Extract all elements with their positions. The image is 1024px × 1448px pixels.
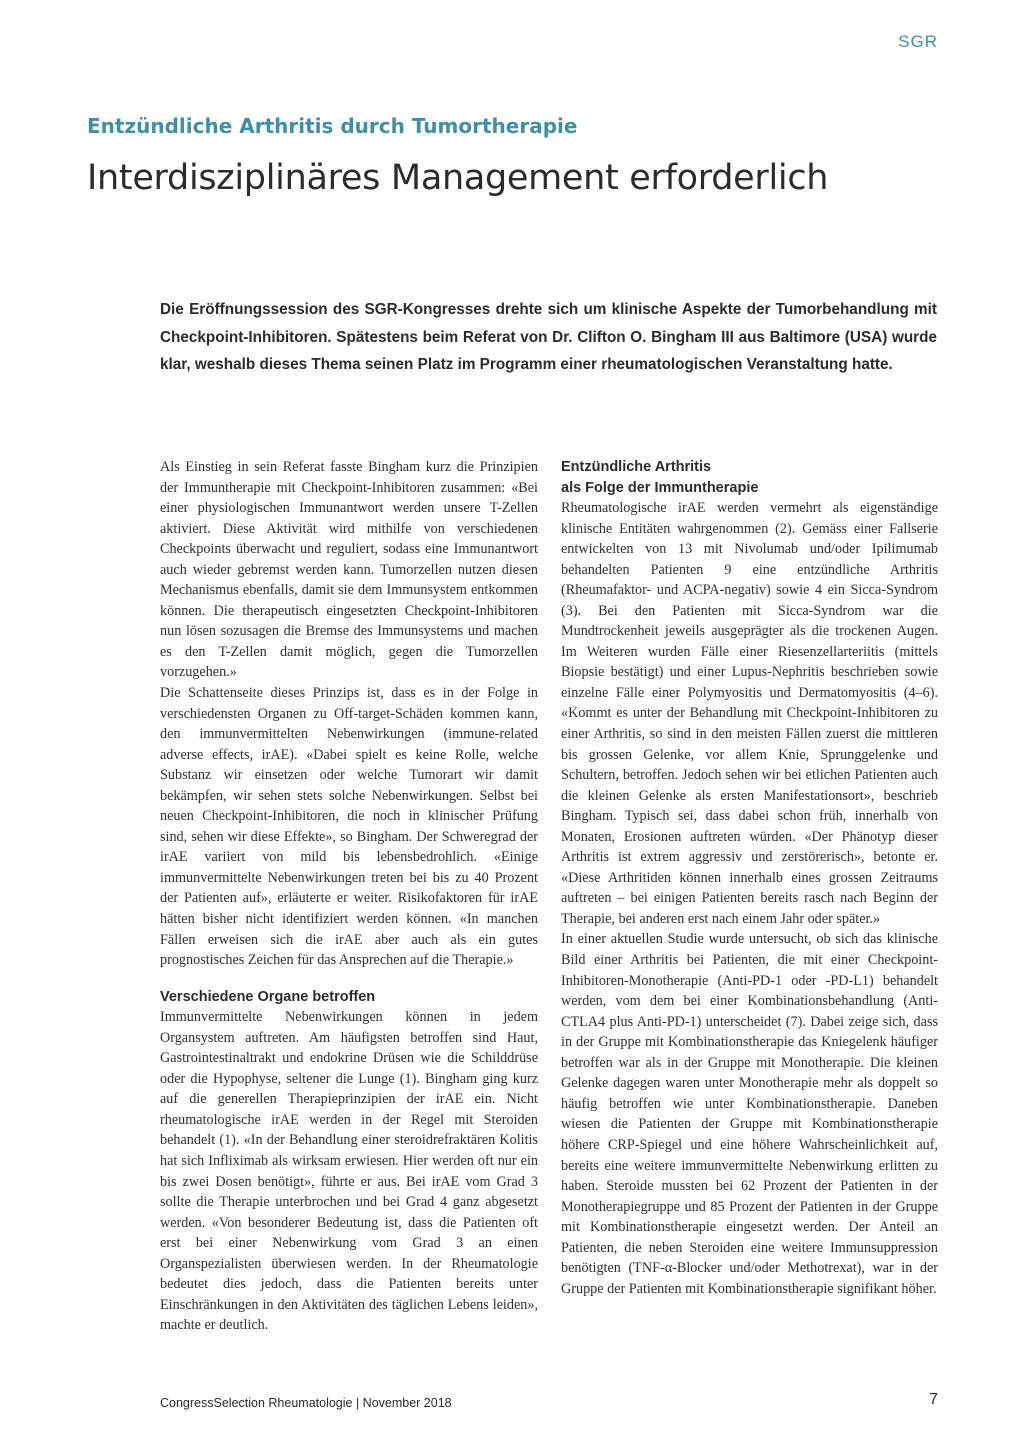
- left-column: [160, 457, 538, 1336]
- paragraph: Als Einstieg in sein Referat fasste Bingham kurz die Prinzipien der Immuntherapie mit Checkpoint-Inhibitoren zusammen: «Bei einer physiologischen Immunantwort werden unsere T-Zellen aktiviert. Diese Aktivität wird mithilfe von verschiedenen Checkpoints überwacht und reguliert, sodass eine Immunantwort auch wieder gebremst werden kann. Tumorzellen nutzen diesen Mechanismus ebenfalls, damit sie dem Immunsystem entkommen können. Die therapeutisch eingesetzten Checkpoint-Inhibitoren nun lösen sozusagen die Bremse des Immunsystems und machen es den T-Zellen damit möglich, gegen die Tumorzellen vorzugehen.»: [160, 459, 538, 681]
- paragraph: Rheumatologische irAE werden vermehrt als eigenständige klinische Entitäten wahrgenommen (2). Gemäss einer Fallserie entwickelten von 13 mit Nivolumab und/oder Ipilimumab behandelten Patienten 9 eine entzündliche Arthritis (Rheumafaktor- und ACPA-negativ) sowie 4 ein Sicca-Syndrom (3). Bei den Patienten mit Sicca-Syndrom war die Mundtrockenheit jeweils ausgeprägter als die trockenen Augen. Im Weiteren wurden Fälle einer Riesenzellarteriitis (mittels Biopsie bestätigt) und einer Lupus-Nephritis beschrieben sowie einzelne Fälle einer Polymyositis und Dermatomyositis (4–6). «Kommt es unter der Behandlung mit Checkpoint-Inhibitoren zu einer Arthritis, so sind in den meisten Fällen zuerst die mittleren bis grossen Gelenke, vor allem Knie, Sprunggelenke und Schultern, betroffen. Jedoch sehen wir bei etlichen Patienten auch die kleinen Gelenke als ersten Manifestationsort», beschrieb Bingham. Typisch sei, dass dabei schon früh, innerhalb von Monaten, Erosionen auftreten würden. «Der Phänotyp dieser Arthritis ist extrem aggressiv und zerstörerisch», betonte er. «Diese Arthritiden können innerhalb eines grossen Zeitraums auftreten – bei einigen Patienten bereits rasch nach Beginn der Therapie, bei anderen erst nach einem Jahr oder später.»: [561, 500, 938, 927]
- section-heading-line: Entzündliche Arthritis: [561, 459, 712, 475]
- paragraph: Immunvermittelte Nebenwirkungen können in jedem Organsystem auftreten. Am häufigsten betroffen sind Haut, Gastrointestinaltrakt und endokrine Drüsen wie die Schilddrüse oder die Hypophyse, seltener die Lunge (1). Bingham ging kurz auf die generellen Therapieprinzipien der irAE ein. Nicht rheumatologische irAE werden in der Regel mit Steroiden behandelt (1). «In der Behandlung einer steroidrefraktären Kolitis hat sich Infliximab als wirksam erwiesen. Hier werden oft nur ein bis zwei Dosen benötigt», führte er aus. Bei irAE vom Grad 3 sollte die Therapie unterbrochen und bei Grad 4 ganz abgesetzt werden. «Von besonderer Bedeutung ist, dass die Patienten oft erst bei einer Nebenwirkung vom Grad 3 an einen Organspezialisten überwiesen werden. In der Rheumatologie bedeutet dies jedoch, dass die Patienten bereits unter Einschränkungen in den Aktivitäten des täglichen Lebens leiden», machte er deutlich.: [160, 1009, 538, 1334]
- section-tag: SGR: [898, 32, 938, 51]
- section-heading: Verschiedene Organe betroffen: [160, 988, 376, 1005]
- page-number: 7: [929, 1391, 938, 1408]
- article-title: Interdisziplinäres Management erforderlich: [87, 158, 829, 198]
- paragraph: In einer aktuellen Studie wurde untersucht, ob sich das klinische Bild einer Arthritis bei Patienten, die mit einer Checkpoint-Inhibitoren-Monotherapie (Anti-PD-1 oder -PD-L1) behandelt werden, vom dem bei einer Kombinationsbehandlung (Anti-CTLA4 plus Anti-PD-1) unterscheidet (7). Dabei zeige sich, dass in der Gruppe mit Kombinationstherapie das Kniegelenk häufiger betroffen war als in der Gruppe mit Monotherapie. Die kleinen Gelenke dagegen waren unter Monotherapie mehr als doppelt so häufig betroffen wie unter Kombinationstherapie. Daneben wiesen die Patienten der Gruppe mit Kombinationstherapie höhere CRP-Spiegel und eine höhere Wahrscheinlichkeit auf, bereits eine weitere immunvermittelte Nebenwirkung erlitten zu haben. Steroide mussten bei 62 Prozent der Patienten in der Monotherapiegruppe und 85 Prozent der Patienten in der Gruppe mit Kombinationstherapie eingesetzt werden. Der Anteil an Patienten, die neben Steroiden eine weitere Immunsuppression benötigten (TNF-α-Blocker und/oder Methotrexat), war in der Gruppe der Patienten mit Kombinationstherapie signifikant höher.: [561, 931, 938, 1297]
- paragraph: Die Schattenseite dieses Prinzips ist, dass es in der Folge in verschiedensten Organen zu Off-target-Schäden kommen kann, den immunvermittelten Nebenwirkungen (immune-related adverse effects, irAE). «Dabei spielt es keine Rolle, welche Substanz wir einsetzen oder welche Tumorart wir damit bekämpfen, wir sehen stets solche Nebenwirkungen. Selbst bei neuen Checkpoint-Inhibitoren, die noch in klinischer Prüfung sind, sehen wir diese Effekte», so Bingham. Der Schweregrad der irAE variiert von mild bis lebensbedrohlich. «Einige immunvermittelte Nebenwirkungen treten bei bis zu 40 Prozent der Patienten auf», erläuterte er weiter. Risikofaktoren für irAE hätten bisher nicht identifiziert werden können. «In manchen Fällen erweisen sich die irAE aber auch als ein gutes prognostisches Zeichen für das Ansprechen auf die Therapie.»: [160, 685, 538, 969]
- footer-publication: CongressSelection Rheumatologie | November 2018: [160, 1396, 452, 1410]
- right-column: [561, 457, 938, 1299]
- section-heading: [561, 457, 938, 498]
- article-kicker: Entzündliche Arthritis durch Tumortherapie: [87, 114, 578, 138]
- article-lead: Die Eröffnungssession des SGR-Kongresses drehte sich um klinische Aspekte der Tumorbehandlung mit Checkpoint-Inhibitoren. Spätestens beim Referat von Dr. Clifton O. Bingham III aus Baltimore (USA) wurde klar, weshalb dieses Thema seinen Platz im Programm einer rheumatologischen Veranstaltung hatte.: [160, 301, 937, 374]
- section-heading-line: als Folge der Immuntherapie: [561, 479, 759, 496]
